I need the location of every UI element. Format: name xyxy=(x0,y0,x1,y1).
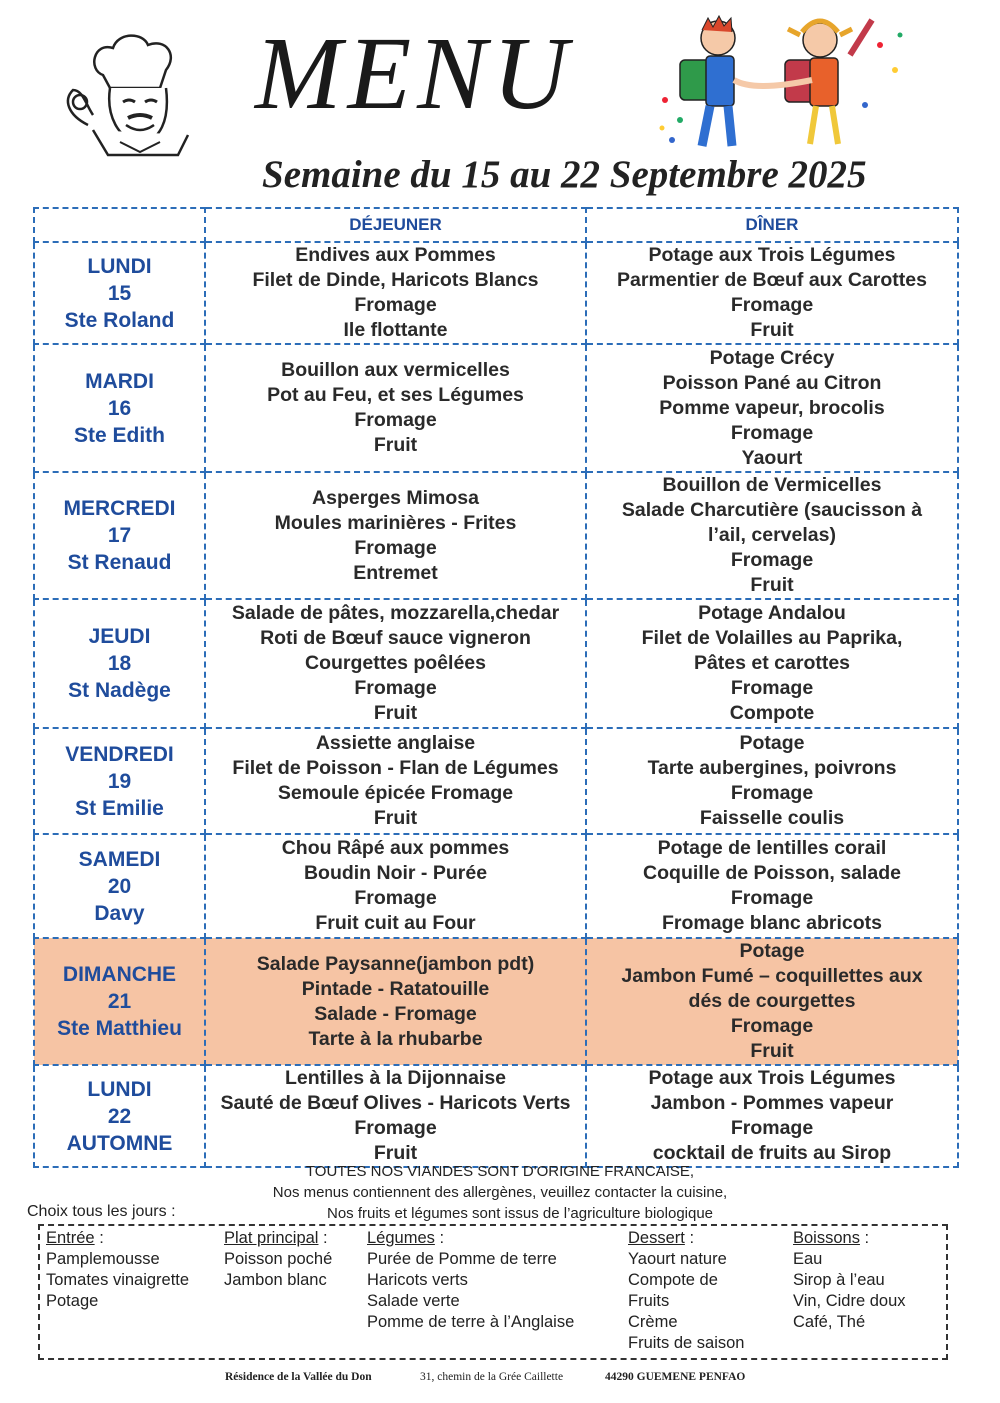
lunch-dish: Tarte à la rhubarbe xyxy=(308,1027,483,1050)
day-day: MERCREDI xyxy=(63,497,176,520)
daily-heading-suffix: : xyxy=(684,1229,695,1247)
lunch-cell xyxy=(205,938,586,1065)
dinner-dish: Fromage xyxy=(730,1015,814,1037)
table-row xyxy=(34,472,958,599)
dinner-dish: Fromage blanc abricots xyxy=(662,912,882,934)
dinner-dish: Potage xyxy=(739,940,805,962)
daily-item: Poisson poché xyxy=(224,1250,333,1268)
footer-address: 31, chemin de la Grée Caillette xyxy=(420,1371,564,1383)
daily-column xyxy=(793,1228,906,1333)
daily-column-heading xyxy=(793,1228,906,1249)
lunch-dish: Courgettes poêlées xyxy=(305,652,486,674)
daily-item: Salade verte xyxy=(367,1292,460,1310)
daily-column-heading xyxy=(628,1228,744,1249)
day-day: LUNDI xyxy=(87,1077,152,1101)
menu-table xyxy=(33,207,959,1168)
day-num: 17 xyxy=(107,524,132,547)
day-cell xyxy=(34,938,205,1065)
day-num: 18 xyxy=(107,652,132,675)
dinner-dish: Fromage xyxy=(730,782,814,804)
lunch-dish: Endives aux Pommes xyxy=(295,244,496,266)
dinner-dish: Coquille de Poisson, salade xyxy=(643,862,901,884)
dinner-dish: Fruit xyxy=(750,1040,794,1062)
allergen-note: Nos menus contiennent des allergènes, veuillez contacter la cuisine, xyxy=(272,1184,728,1201)
dinner-dish: Fromage xyxy=(730,677,814,699)
daily-item: Purée de Pomme de terre xyxy=(367,1250,557,1268)
lunch-cell xyxy=(205,728,586,834)
table-row xyxy=(34,344,958,472)
day-cell xyxy=(34,1065,205,1167)
dinner-dish: Jambon Fumé – coquillettes aux xyxy=(621,965,923,987)
day-cell xyxy=(34,472,205,599)
dinner-dish: Compote xyxy=(729,702,815,724)
day-saint: AUTOMNE xyxy=(66,1131,173,1155)
lunch-dish: Filet de Poisson - Flan de Légumes xyxy=(232,757,559,779)
dinner-dish: Fruit xyxy=(750,574,794,596)
day-num: 21 xyxy=(107,990,132,1013)
daily-heading-suffix: : xyxy=(94,1229,104,1247)
menu-body xyxy=(34,242,958,1167)
dinner-dish: Fromage xyxy=(730,294,814,316)
dinner-cell xyxy=(586,344,958,472)
daily-column-heading xyxy=(367,1228,574,1249)
lunch-dish: Roti de Bœuf sauce vigneron xyxy=(260,627,531,649)
daily-heading-text: Dessert xyxy=(628,1229,685,1247)
day-day: MARDI xyxy=(85,369,154,393)
day-num: 16 xyxy=(107,396,132,420)
daily-choices-box xyxy=(38,1224,948,1360)
dinner-dish: Parmentier de Bœuf aux Carottes xyxy=(617,269,927,291)
dinner-dish: Potage de lentilles corail xyxy=(657,837,887,859)
lunch-dish: Fromage xyxy=(354,677,437,699)
daily-item: Café, Thé xyxy=(793,1313,866,1331)
dinner-dish: Potage xyxy=(739,732,805,754)
origin-note: TOUTES NOS VIANDES SONT D'ORIGINE FRANCAISE, xyxy=(305,1163,695,1180)
dinner-dish: Potage aux Trois Légumes xyxy=(648,1067,896,1089)
lunch-cell xyxy=(205,599,586,728)
dinner-dish: Tarte aubergines, poivrons xyxy=(647,757,897,779)
lunch-dish: Fruit xyxy=(373,1142,418,1164)
daily-item: Crème xyxy=(628,1313,678,1331)
daily-heading-text: Boissons xyxy=(793,1229,860,1247)
dinner-cell xyxy=(586,599,958,728)
daily-item: Sirop à l’eau xyxy=(793,1271,885,1289)
lunch-dish: Fruit xyxy=(373,807,418,829)
dinner-dish: Salade Charcutière (saucisson à xyxy=(621,499,923,521)
dinner-header: DÎNER xyxy=(586,208,958,242)
dinner-dish: Bouillon de Vermicelles xyxy=(662,474,882,496)
page-title: MENU xyxy=(255,16,574,131)
lunch-cell xyxy=(205,242,586,344)
daily-heading-text: Légumes xyxy=(367,1229,435,1247)
dinner-dish: Fromage xyxy=(730,549,814,571)
lunch-dish: Bouillon aux vermicelles xyxy=(281,359,510,381)
dinner-dish: Pâtes et carottes xyxy=(693,652,851,674)
lunch-header: DÉJEUNER xyxy=(205,208,586,242)
lunch-dish: Semoule épicée Fromage xyxy=(277,782,514,804)
lunch-cell xyxy=(205,834,586,938)
daily-item: Fruits xyxy=(628,1292,670,1310)
daily-heading-text: Plat principal xyxy=(224,1229,319,1247)
day-saint: St Emilie xyxy=(75,796,164,820)
footer-city: 44290 GUEMENE PENFAO xyxy=(605,1371,746,1383)
dinner-dish: Pomme vapeur, brocolis xyxy=(659,396,885,419)
lunch-dish: Fruit xyxy=(373,434,418,456)
week-subtitle: Semaine du 15 au 22 Septembre 2025 xyxy=(262,153,867,196)
dinner-dish: Poisson Pané au Citron xyxy=(662,371,882,394)
dinner-dish: Filet de Volailles au Paprika, xyxy=(641,627,903,649)
lunch-dish: Fruit cuit au Four xyxy=(315,912,476,934)
chef-illustration xyxy=(48,30,208,170)
dinner-dish: l’ail, cervelas) xyxy=(708,524,836,546)
day-day: JEUDI xyxy=(88,625,151,648)
dinner-dish: Potage Crécy xyxy=(709,346,835,369)
dinner-dish: Potage Andalou xyxy=(698,602,846,624)
lunch-dish: Chou Râpé aux pommes xyxy=(281,837,510,859)
daily-column xyxy=(224,1228,332,1291)
lunch-dish: Fromage xyxy=(354,887,437,909)
daily-item: Haricots verts xyxy=(367,1271,468,1289)
day-num: 22 xyxy=(107,1104,132,1128)
lunch-dish: Pot au Feu, et ses Légumes xyxy=(267,384,524,406)
day-day: SAMEDI xyxy=(78,847,161,871)
day-num: 20 xyxy=(107,874,132,898)
lunch-dish: Asperges Mimosa xyxy=(312,486,479,509)
day-day: LUNDI xyxy=(87,254,152,278)
dinner-cell xyxy=(586,1065,958,1167)
dinner-dish: Yaourt xyxy=(741,446,803,469)
lunch-cell xyxy=(205,1065,586,1167)
daily-heading-suffix: : xyxy=(318,1229,328,1247)
day-cell xyxy=(34,834,205,938)
daily-item: Pamplemousse xyxy=(46,1250,160,1268)
lunch-dish: Salade - Fromage xyxy=(314,1002,477,1025)
daily-item: Pomme de terre à l’Anglaise xyxy=(367,1313,575,1331)
daily-column xyxy=(367,1228,574,1333)
lunch-dish: Assiette anglaise xyxy=(315,732,476,754)
day-saint: Ste Matthieu xyxy=(57,1017,182,1040)
corner-cell xyxy=(34,208,205,242)
day-saint: Ste Roland xyxy=(64,308,175,332)
daily-item: Eau xyxy=(793,1250,823,1268)
table-row xyxy=(34,1065,958,1167)
lunch-dish: Sauté de Bœuf Olives - Haricots Verts xyxy=(220,1092,571,1114)
dinner-dish: Fromage xyxy=(730,1117,814,1139)
organic-note: Nos fruits et légumes sont issus de l’agriculture biologique xyxy=(326,1205,714,1222)
day-saint: St Renaud xyxy=(67,551,172,574)
dinner-dish: Fromage xyxy=(730,887,814,909)
day-day: DIMANCHE xyxy=(62,963,177,986)
lunch-cell xyxy=(205,472,586,599)
dinner-dish: Fromage xyxy=(730,421,814,444)
daily-item: Yaourt nature xyxy=(628,1250,727,1268)
lunch-dish: Salade de pâtes, mozzarella,chedar xyxy=(231,602,560,624)
day-cell xyxy=(34,242,205,344)
lunch-dish: Fruit xyxy=(373,702,418,724)
dinner-cell xyxy=(586,472,958,599)
daily-column-heading xyxy=(224,1228,332,1249)
dinner-cell xyxy=(586,242,958,344)
children-illustration xyxy=(650,10,910,160)
day-cell xyxy=(34,728,205,834)
daily-item: Jambon blanc xyxy=(224,1271,327,1289)
daily-item: Tomates vinaigrette xyxy=(46,1271,190,1289)
day-cell xyxy=(34,344,205,472)
lunch-cell xyxy=(205,344,586,472)
lunch-dish: Fromage xyxy=(354,1117,437,1139)
footer-residence: Résidence de la Vallée du Don xyxy=(225,1371,372,1383)
dinner-dish: Jambon - Pommes vapeur xyxy=(650,1092,894,1114)
dinner-dish: cocktail de fruits au Sirop xyxy=(652,1142,892,1164)
day-saint: Ste Edith xyxy=(73,423,165,447)
lunch-dish: Moules marinières - Frites xyxy=(274,511,517,534)
lunch-dish: Fromage xyxy=(354,294,437,316)
day-num: 15 xyxy=(107,281,132,305)
daily-column xyxy=(628,1228,744,1354)
lunch-dish: Lentilles à la Dijonnaise xyxy=(284,1067,507,1089)
day-cell xyxy=(34,599,205,728)
dinner-dish: Fruit xyxy=(750,319,794,341)
dinner-dish: Faisselle coulis xyxy=(699,807,845,829)
day-day: VENDREDI xyxy=(65,742,174,766)
daily-heading-suffix: : xyxy=(434,1229,445,1247)
table-row xyxy=(34,242,958,344)
dinner-dish: dés de courgettes xyxy=(688,990,856,1012)
daily-item: Fruits de saison xyxy=(628,1334,745,1352)
daily-item: Potage xyxy=(46,1292,99,1310)
day-num: 19 xyxy=(107,769,132,793)
lunch-dish: Entremet xyxy=(353,561,438,584)
lunch-dish: Fromage xyxy=(354,536,437,559)
daily-column xyxy=(46,1228,189,1312)
day-saint: St Nadège xyxy=(68,679,171,702)
lunch-dish: Fromage xyxy=(354,409,437,431)
lunch-dish: Pintade - Ratatouille xyxy=(301,977,490,1000)
table-row xyxy=(34,938,958,1065)
daily-heading-text: Entrée xyxy=(46,1229,95,1247)
lunch-dish: Ile flottante xyxy=(343,319,448,341)
daily-column-heading xyxy=(46,1228,189,1249)
lunch-dish: Boudin Noir - Purée xyxy=(303,862,488,884)
daily-item: Vin, Cidre doux xyxy=(793,1292,906,1310)
daily-heading-suffix: : xyxy=(859,1229,870,1247)
daily-choice-label: Choix tous les jours : xyxy=(27,1203,176,1220)
table-row xyxy=(34,599,958,728)
daily-item: Compote de xyxy=(628,1271,718,1289)
table-row xyxy=(34,834,958,938)
lunch-dish: Filet de Dinde, Haricots Blancs xyxy=(252,269,539,291)
dinner-cell xyxy=(586,728,958,834)
lunch-dish: Salade Paysanne(jambon pdt) xyxy=(256,952,535,975)
dinner-cell xyxy=(586,834,958,938)
dinner-dish: Potage aux Trois Légumes xyxy=(648,244,896,266)
dinner-cell xyxy=(586,938,958,1065)
day-saint: Davy xyxy=(94,901,145,925)
table-row xyxy=(34,728,958,834)
